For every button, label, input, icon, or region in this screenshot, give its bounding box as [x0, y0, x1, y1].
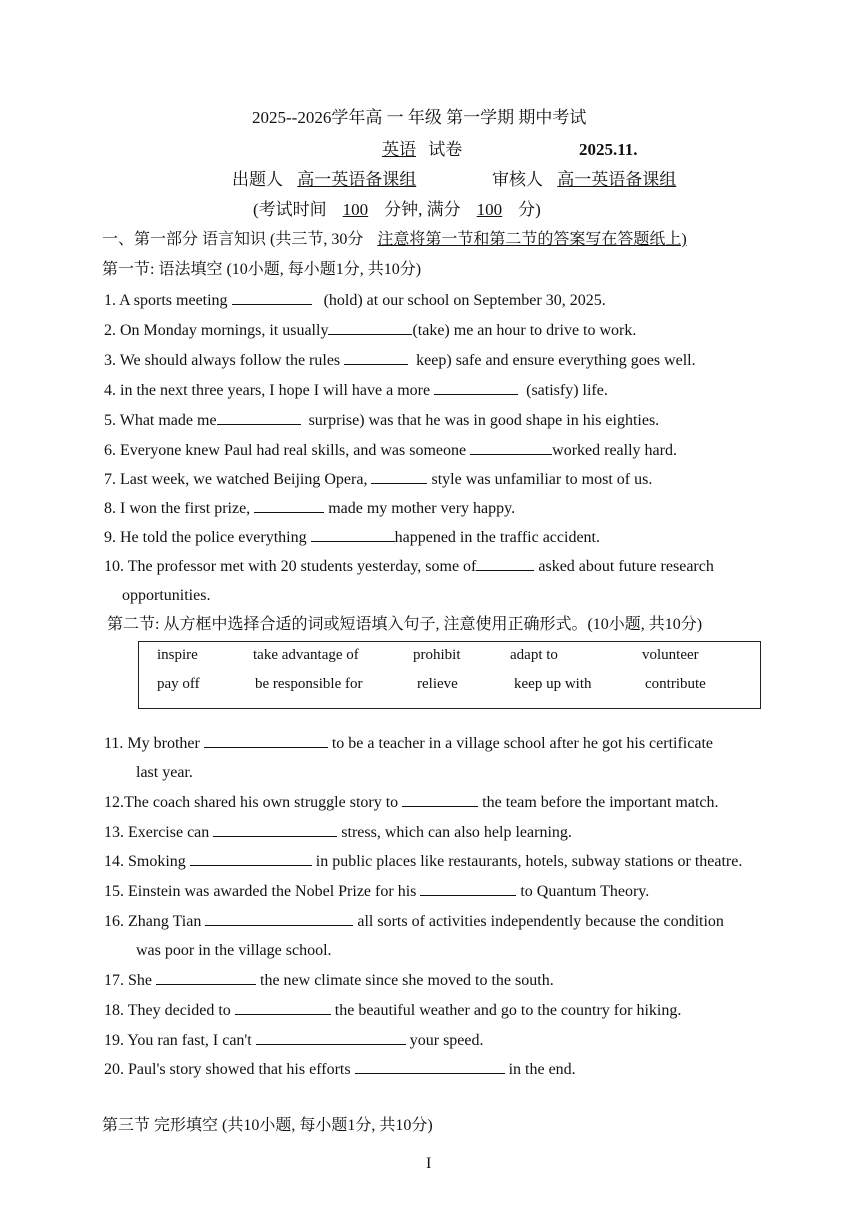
- q5-a: 5. What made me: [104, 412, 217, 429]
- q10-blank: [476, 556, 534, 571]
- q12-blank: [402, 792, 478, 807]
- question-13: [104, 822, 572, 843]
- q10-a: 10. The professor met with 20 students yesterday, some of: [104, 558, 477, 575]
- q8-blank: [254, 498, 324, 513]
- q3-a: 3. We should always follow the rules: [104, 352, 341, 369]
- exam-time-line: [253, 200, 541, 220]
- q10-b: asked about future research: [538, 558, 714, 575]
- word-inspire: inspire: [157, 647, 198, 663]
- question-8: [104, 498, 515, 519]
- paper-label: 试卷: [428, 140, 463, 159]
- q16-blank: [205, 911, 353, 926]
- q7-b: style was unfamiliar to most of us.: [431, 471, 653, 488]
- question-6: [104, 440, 677, 461]
- question-20: [104, 1059, 576, 1080]
- q2-blank: [328, 320, 412, 335]
- question-7: [104, 469, 652, 490]
- q20-blank: [355, 1059, 505, 1074]
- q19-b: your speed.: [409, 1032, 484, 1049]
- q8-a: 8. I won the first prize,: [104, 500, 251, 517]
- reviewer-label: 审核人: [492, 170, 543, 189]
- q4-a: 4. in the next three years, I hope I will have a more: [104, 382, 431, 399]
- q1-b: (hold) at our school on September 30, 2025.: [323, 292, 606, 309]
- q1-blank: [232, 290, 312, 305]
- q15-blank: [420, 881, 516, 896]
- q15-b: to Quantum Theory.: [520, 883, 650, 900]
- q15-a: 15. Einstein was awarded the Nobel Prize for his: [104, 883, 417, 900]
- reviewer-line: [492, 170, 680, 190]
- question-1: [104, 290, 606, 311]
- q12-a: 12.The coach shared his own struggle story to: [104, 794, 399, 811]
- q19-blank: [256, 1030, 406, 1045]
- reviewer-name: 高一英语备课组: [557, 170, 677, 189]
- word-take-advantage-of: take advantage of: [253, 647, 359, 663]
- q1-a: 1. A sports meeting: [104, 292, 228, 309]
- q12-b: the team before the important match.: [482, 794, 719, 811]
- q7-blank: [371, 469, 427, 484]
- question-15: [104, 881, 649, 902]
- word-pay-off: pay off: [157, 676, 200, 692]
- word-keep-up-with: keep up with: [514, 676, 592, 692]
- question-3: [104, 350, 696, 371]
- part1-heading-text: 一、第一部分 语言知识 (共三节, 30分: [102, 231, 364, 248]
- q9-blank: [311, 527, 395, 542]
- time-label: (考试时间: [253, 200, 327, 219]
- q11-b: to be a teacher in a village school after he got his certificate: [331, 735, 713, 752]
- question-16-cont: was poor in the village school.: [136, 942, 332, 959]
- word-relieve: relieve: [417, 676, 458, 692]
- q6-a: 6. Everyone knew Paul had real skills, and was someone: [104, 442, 467, 459]
- q17-blank: [156, 970, 256, 985]
- score-label: 分钟, 满分: [384, 200, 461, 219]
- question-4: [104, 380, 608, 401]
- q11-blank: [204, 733, 328, 748]
- q18-b: the beautiful weather and go to the country for hiking.: [334, 1002, 682, 1019]
- word-prohibit: prohibit: [413, 647, 461, 663]
- question-2: [104, 320, 636, 341]
- question-14: [104, 851, 742, 872]
- section2-title: 第二节: 从方框中选择合适的词或短语填入句子, 注意使用正确形式。(10小题, 共10分): [107, 616, 703, 633]
- subject: 英语: [382, 140, 416, 159]
- word-bank-box: [138, 641, 761, 709]
- q13-a: 13. Exercise can: [104, 824, 210, 841]
- page-number: I: [426, 1155, 432, 1172]
- q17-a: 17. She: [104, 972, 152, 989]
- q3-blank: [344, 350, 408, 365]
- q14-a: 14. Smoking: [104, 853, 186, 870]
- q3-b: keep) safe and ensure everything goes well.: [416, 352, 696, 369]
- q11-a: 11. My brother: [104, 735, 200, 752]
- q17-b: the new climate since she moved to the south.: [260, 972, 554, 989]
- q14-blank: [190, 851, 312, 866]
- question-11-cont: last year.: [136, 764, 193, 781]
- q13-blank: [213, 822, 337, 837]
- score-value: 100: [476, 200, 503, 219]
- word-volunteer: volunteer: [642, 647, 699, 663]
- time-close: 分): [518, 200, 541, 219]
- question-10: [104, 556, 714, 577]
- question-18: [104, 1000, 681, 1021]
- q9-a: 9. He told the police everything: [104, 529, 307, 546]
- q5-b: surprise) was that he was in good shape in his eighties.: [308, 412, 660, 429]
- part1-heading-note: 注意将第一节和第二节的答案写在答题纸上): [377, 231, 687, 248]
- q9-b: happened in the traffic accident.: [394, 529, 600, 546]
- q5-blank: [217, 410, 301, 425]
- question-16: [104, 911, 724, 932]
- q13-b: stress, which can also help learning.: [341, 824, 572, 841]
- q2-b: (take) me an hour to drive to work.: [412, 322, 637, 339]
- part1-heading: [102, 230, 687, 250]
- question-5: [104, 410, 659, 431]
- question-17: [104, 970, 554, 991]
- subject-line: [348, 140, 462, 160]
- q4-blank: [434, 380, 518, 395]
- q7-a: 7. Last week, we watched Beijing Opera,: [104, 471, 368, 488]
- exam-title: 2025--2026学年高 一 年级 第一学期 期中考试: [252, 108, 587, 127]
- q20-a: 20. Paul's story showed that his efforts: [104, 1061, 351, 1078]
- q2-a: 2. On Monday mornings, it usually: [104, 322, 329, 339]
- q14-b: in public places like restaurants, hotels, subway stations or theatre.: [315, 853, 743, 870]
- q8-b: made my mother very happy.: [328, 500, 516, 517]
- setter-label: 出题人: [232, 170, 283, 189]
- q6-blank: [470, 440, 552, 455]
- exam-date: 2025.11.: [579, 140, 638, 159]
- question-9: [104, 527, 600, 548]
- question-19: [104, 1030, 484, 1051]
- word-be-responsible-for: be responsible for: [255, 676, 363, 692]
- q18-a: 18. They decided to: [104, 1002, 231, 1019]
- time-value: 100: [342, 200, 369, 219]
- word-adapt-to: adapt to: [510, 647, 558, 663]
- question-10-cont: opportunities.: [122, 587, 211, 604]
- setter-line: [232, 170, 424, 190]
- section1-title: 第一节: 语法填空 (10小题, 每小题1分, 共10分): [102, 261, 422, 278]
- word-contribute: contribute: [645, 676, 706, 692]
- setter-name: 高一英语备课组: [297, 170, 417, 189]
- q6-b: worked really hard.: [552, 442, 677, 459]
- q18-blank: [235, 1000, 331, 1015]
- question-11: [104, 733, 713, 754]
- q4-b: (satisfy) life.: [526, 382, 608, 399]
- section3-title: 第三节 完形填空 (共10小题, 每小题1分, 共10分): [102, 1117, 433, 1134]
- question-12: [104, 792, 719, 813]
- q16-a: 16. Zhang Tian: [104, 913, 202, 930]
- q19-a: 19. You ran fast, I can't: [104, 1032, 252, 1049]
- q20-b: in the end.: [508, 1061, 576, 1078]
- q16-b: all sorts of activities independently because the condition: [357, 913, 724, 930]
